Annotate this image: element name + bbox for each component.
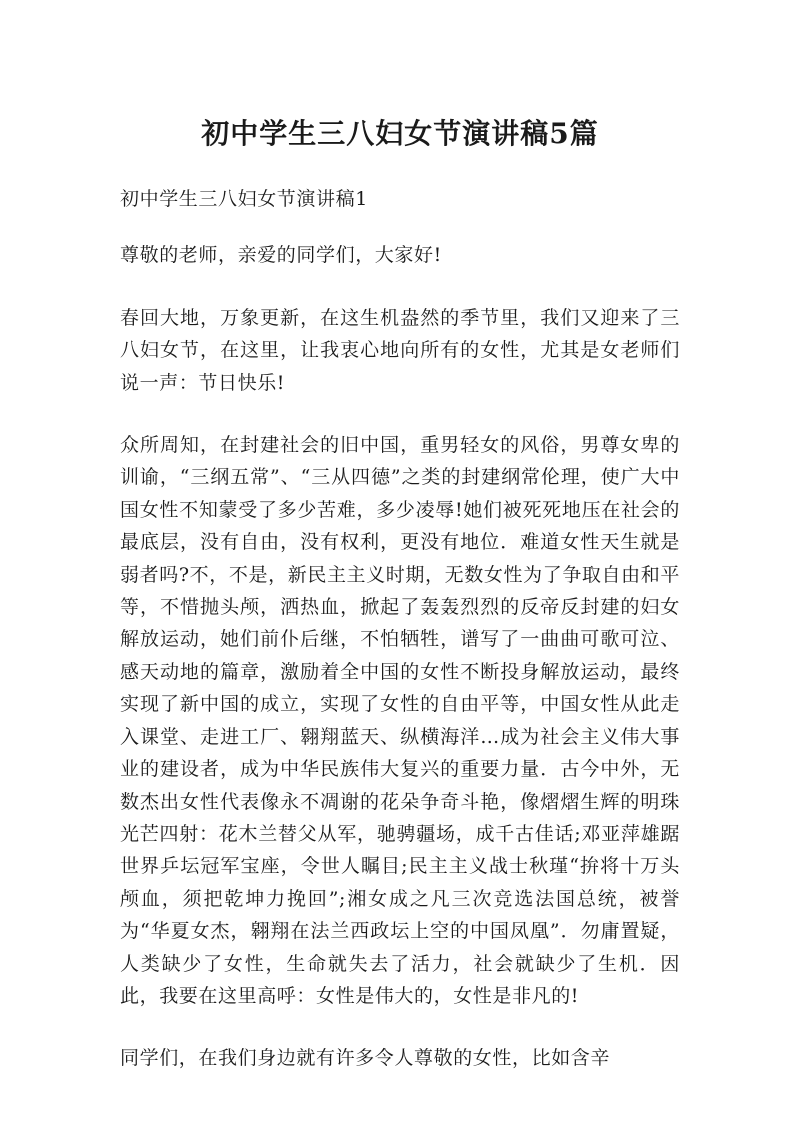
body-paragraph: 同学们，在我们身边就有许多令人尊敬的女性，比如含辛 — [120, 1047, 611, 1070]
greeting-paragraph: 尊敬的老师，亲爱的同学们，大家好! — [120, 244, 442, 267]
document-title: 初中学生三八妇女节演讲稿5篇 — [201, 117, 599, 150]
section-heading: 初中学生三八妇女节演讲稿1 — [120, 188, 368, 210]
body-paragraph: 春回大地，万象更新，在这生机盎然的季节里，我们又迎来了三八妇女节，在这里，让我衷心地向所有的女性，尤其是女老师们说一声：节日快乐! — [120, 306, 680, 394]
document-body — [120, 183, 680, 1105]
body-paragraph: 众所周知，在封建社会的旧中国，重男轻女的风俗，男尊女卑的训谕，“三纲五常”、“三从四德”之类的封建纲常伦理，使广大中国女性不知蒙受了多少苦难，多少凌辱!她们被死死地压在社会的最底层，没有自由，没有权利，更没有地位．难道女性天生就是弱者吗?不，不是，新民主主义时期，无数女性为了争取自由和平等，不惜抛头颅，洒热血，掀起了轰轰烈烈的反帝反封建的妇女解放运动，她们前仆后继，不怕牺牲，谱写了一曲曲可歌可泣、感天动地的篇章，激励着全中国的女性不断投身解放运动，最终实现了新中国的成立，实现了女性的自由平等，中国女性从此走入课堂、走进工厂、翱翔蓝天、纵横海洋…成为社会主义伟大事业的建设者，成为中华民族伟大复兴的重要力量．古今中外，无数杰出女性代表像永不凋谢的花朵争奇斗艳，像熠熠生辉的明珠光芒四射：花木兰替父从军，驰骋疆场，成千古佳话;邓亚萍雄踞世界乒坛冠军宝座，令世人瞩目;民主主义战士秋瑾“拚将十万头颅血，须把乾坤力挽回”;湘女成之凡三次竞选法国总统，被誉为“华夏女杰，翱翔在法兰西政坛上空的中国凤凰”．勿庸置疑，人类缺少了女性，生命就失去了活力，社会就缺少了生机．因此，我要在这里高呼：女性是伟大的，女性是非凡的! — [120, 434, 680, 1007]
